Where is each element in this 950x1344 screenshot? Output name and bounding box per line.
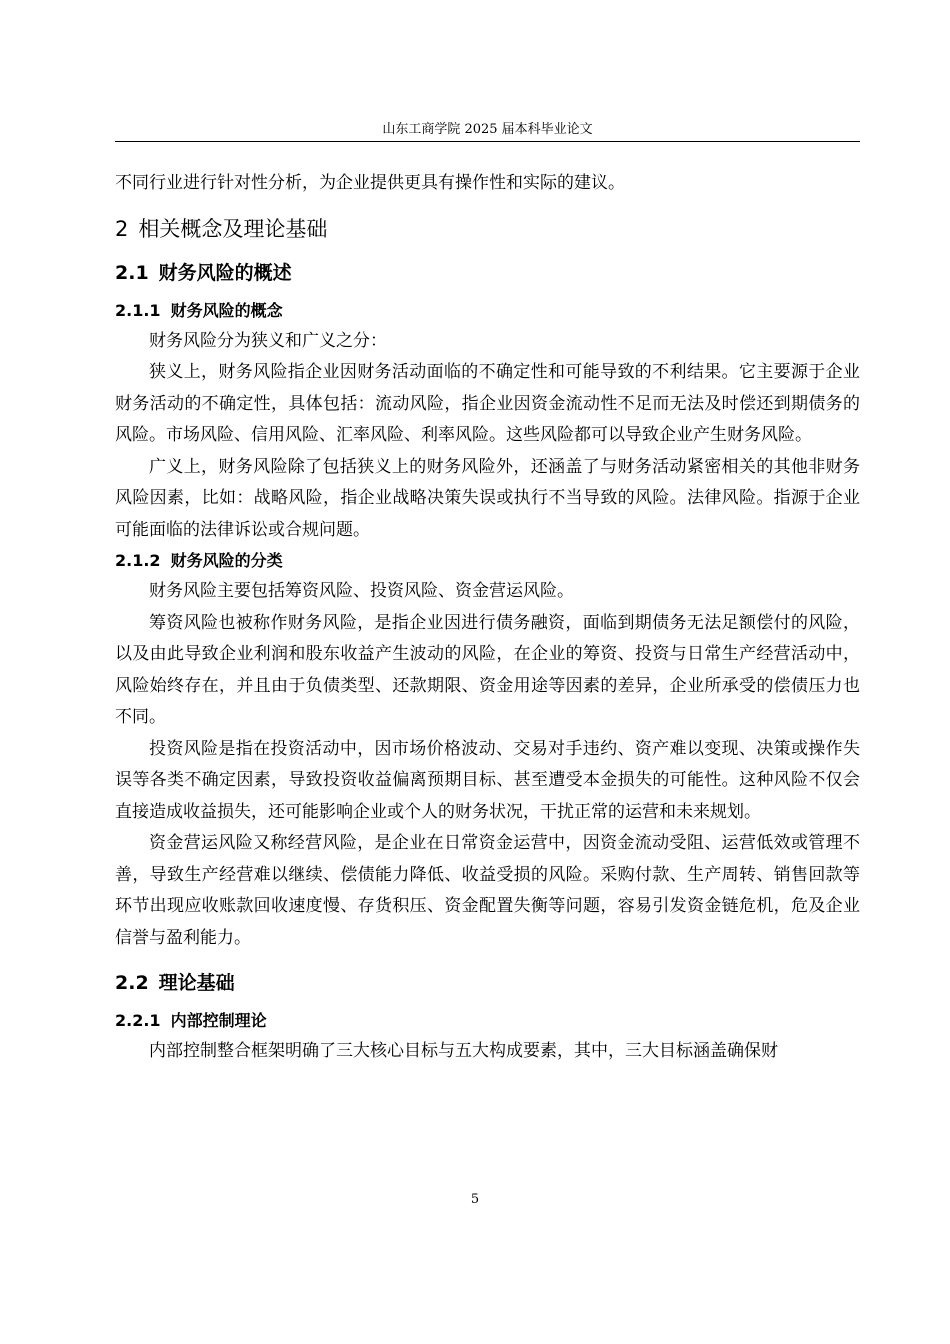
section-2-2-1-heading (115, 1006, 860, 1036)
section-title: 相关概念及理论基础 (138, 216, 328, 241)
intro-line: 不同行业进行针对性分析，为企业提供更具有操作性和实际的建议。 (115, 173, 625, 193)
section-2-1-2-heading (115, 546, 860, 576)
section-title: 理论基础 (158, 972, 235, 994)
section-2-1-1-heading (115, 296, 860, 326)
section-title: 内部控制理论 (170, 1011, 267, 1030)
paragraph: 筹资风险也被称作财务风险，是指企业因进行债务融资，面临到期债务无法足额偿付的风险，以及由此导致企业利润和股东收益产生波动的风险，在企业的筹资、投资与日常生产经营活动中，风险始终存在，并且由于负债类型、还款期限、资金用途等因素的差异，企业所承受的偿债压力也不同。 (115, 612, 860, 727)
section-2-1-heading (115, 256, 860, 290)
section-2-2-heading (115, 966, 860, 1000)
section-title: 财务风险的概述 (158, 261, 292, 284)
section-number: 2 (115, 216, 129, 241)
paragraph: 财务风险主要包括筹资风险、投资风险、资金营运风险。 (149, 581, 574, 601)
page-number: 5 (470, 1192, 480, 1207)
paragraph: 投资风险是指在投资活动中，因市场价格波动、交易对手违约、资产难以变现、决策或操作失误等各类不确定因素，导致投资收益偏离预期目标、甚至遭受本金损失的可能性。这种风险不仅会直接造成收益损失，还可能影响企业或个人的财务状况，干扰正常的运营和未来规划。 (115, 738, 860, 822)
page-body (115, 168, 860, 1068)
header-rule (115, 141, 860, 142)
paragraph: 广义上，财务风险除了包括狭义上的财务风险外，还涵盖了与财务活动紧密相关的其他非财务风险因素，比如：战略风险，指企业战略决策失误或执行不当导致的风险。法律风险。指源于企业可能面临的法律诉讼或合规问题。 (115, 456, 860, 540)
paragraph: 内部控制整合框架明确了三大核心目标与五大构成要素，其中，三大目标涵盖确保财 (149, 1041, 778, 1061)
section-2-heading (115, 212, 860, 246)
paragraph: 资金营运风险又称经营风险，是企业在日常资金运营中，因资金流动受阻、运营低效或管理不善，导致生产经营难以继续、偿债能力降低、收益受损的风险。采购付款、生产周转、销售回款等环节出现应收账款回收速度慢、存货积压、资金配置失衡等问题，容易引发资金链危机，危及企业信誉与盈利能力。 (115, 833, 860, 948)
section-title: 财务风险的分类 (170, 551, 283, 570)
section-number: 2.2.1 (115, 1011, 161, 1030)
paragraph: 财务风险分为狭义和广义之分： (149, 330, 387, 351)
section-number: 2.2 (115, 972, 149, 994)
paragraph: 狭义上，财务风险指企业因财务活动面临的不确定性和可能导致的不利结果。它主要源于企业财务活动的不确定性，具体包括：流动风险，指企业因资金流动性不足而无法及时偿还到期债务的风险。市场风险、信用风险、汇率风险、利率风险。这些风险都可以导致企业产生财务风险。 (115, 362, 860, 445)
section-number: 2.1 (115, 261, 149, 284)
running-header: 山东工商学院 2025 届本科毕业论文 (382, 122, 593, 137)
section-title: 财务风险的概念 (170, 300, 283, 320)
section-number: 2.1.2 (115, 551, 161, 570)
section-number: 2.1.1 (115, 300, 161, 320)
